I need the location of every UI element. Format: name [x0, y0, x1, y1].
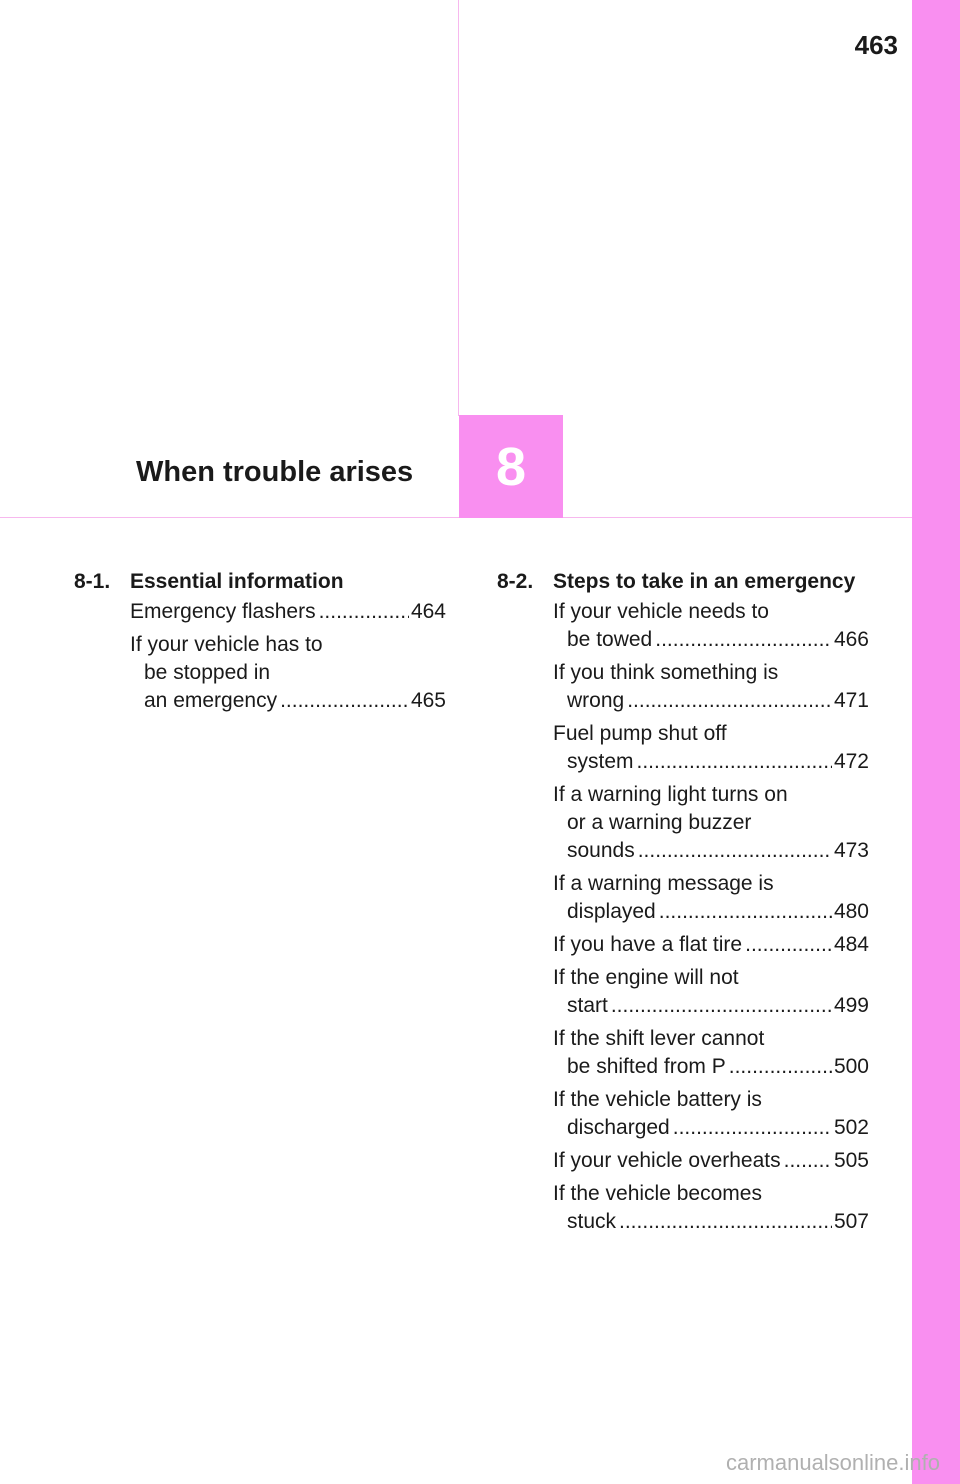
chapter-title: When trouble arises [136, 456, 414, 488]
entry-text: discharged [567, 1116, 670, 1139]
watermark: carmanualsonline.info [725, 1450, 940, 1475]
entry-page-number: 500 [833, 1055, 869, 1078]
section-heading [497, 568, 869, 598]
entry-text: If your vehicle needs to [553, 600, 769, 623]
page-number: 463 [854, 30, 898, 60]
chapter-number-box [459, 415, 563, 518]
leader-dots [611, 992, 832, 1020]
entry-text: If the engine will not [553, 966, 739, 989]
entry-page-number: 471 [833, 689, 869, 712]
entry-text: Emergency flashers [130, 600, 316, 623]
entry-page-number: 505 [833, 1149, 869, 1172]
toc-section-8-1 [74, 568, 446, 720]
entry-text: If you think something is [553, 661, 779, 684]
entry-text: stuck [567, 1210, 617, 1233]
entry-page-number: 484 [833, 933, 869, 956]
entry-text: If the vehicle becomes [553, 1182, 762, 1205]
entry-page-number: 502 [833, 1116, 869, 1139]
leader-dots [637, 748, 832, 776]
entry-text: If a warning light turns on [553, 783, 788, 806]
leader-dots [627, 687, 832, 715]
entry-page-number: 472 [833, 750, 869, 773]
leader-dots [655, 626, 832, 654]
chapter-number: 8 [495, 436, 527, 497]
toc-section-8-2 [497, 568, 869, 1241]
toc-entry[interactable] [553, 659, 869, 715]
vertical-rule [458, 0, 459, 416]
leader-dots [319, 598, 409, 626]
entry-text: be stopped in [144, 661, 271, 684]
entry-page-number: 464 [410, 600, 446, 623]
section-number: 8-2. [497, 570, 534, 593]
entry-text: start [567, 994, 608, 1017]
toc-entry[interactable] [553, 931, 869, 959]
entry-text: an emergency [144, 689, 278, 712]
entry-page-number: 480 [833, 900, 869, 923]
entry-page-number: 465 [410, 689, 446, 712]
entry-text: system [567, 750, 634, 773]
toc-entry[interactable] [553, 964, 869, 1020]
leader-dots [280, 687, 409, 715]
section-title: Essential information [130, 570, 344, 593]
entry-text: displayed [567, 900, 656, 923]
section-heading [74, 568, 446, 598]
entry-page-number: 466 [833, 628, 869, 651]
leader-dots [619, 1208, 832, 1236]
entry-text: If the vehicle battery is [553, 1088, 762, 1111]
entry-text: If your vehicle has to [130, 633, 323, 656]
leader-dots [729, 1053, 832, 1081]
toc-entry[interactable] [553, 870, 869, 926]
section-number: 8-1. [74, 570, 111, 593]
side-tab [912, 0, 960, 1484]
entry-text: Fuel pump shut off [553, 722, 727, 745]
leader-dots [784, 1147, 832, 1175]
leader-dots [659, 898, 832, 926]
toc-entry[interactable] [130, 631, 446, 715]
entry-text: If you have a flat tire [553, 933, 743, 956]
entry-text: sounds [567, 839, 635, 862]
leader-dots [673, 1114, 832, 1142]
horizontal-rule [0, 517, 912, 518]
toc-entry[interactable] [553, 1180, 869, 1236]
section-title: Steps to take in an emergency [553, 570, 856, 593]
entry-text: be shifted from P [567, 1055, 726, 1078]
leader-dots [745, 931, 832, 959]
entry-text: or a warning buzzer [567, 811, 752, 834]
toc-entry[interactable] [553, 1086, 869, 1142]
entry-text: be towed [567, 628, 653, 651]
entry-page-number: 473 [833, 839, 869, 862]
entry-page-number: 499 [833, 994, 869, 1017]
entry-text: If the shift lever cannot [553, 1027, 765, 1050]
toc-entry[interactable] [130, 598, 446, 626]
entry-page-number: 507 [833, 1210, 869, 1233]
toc-entry[interactable] [553, 720, 869, 776]
toc-entry[interactable] [553, 1147, 869, 1175]
leader-dots [638, 837, 832, 865]
entry-text: If your vehicle overheats [553, 1149, 781, 1172]
toc-entry[interactable] [553, 781, 869, 865]
entry-text: wrong [567, 689, 625, 712]
toc-entry[interactable] [553, 1025, 869, 1081]
toc-entry[interactable] [553, 598, 869, 654]
entry-text: If a warning message is [553, 872, 774, 895]
